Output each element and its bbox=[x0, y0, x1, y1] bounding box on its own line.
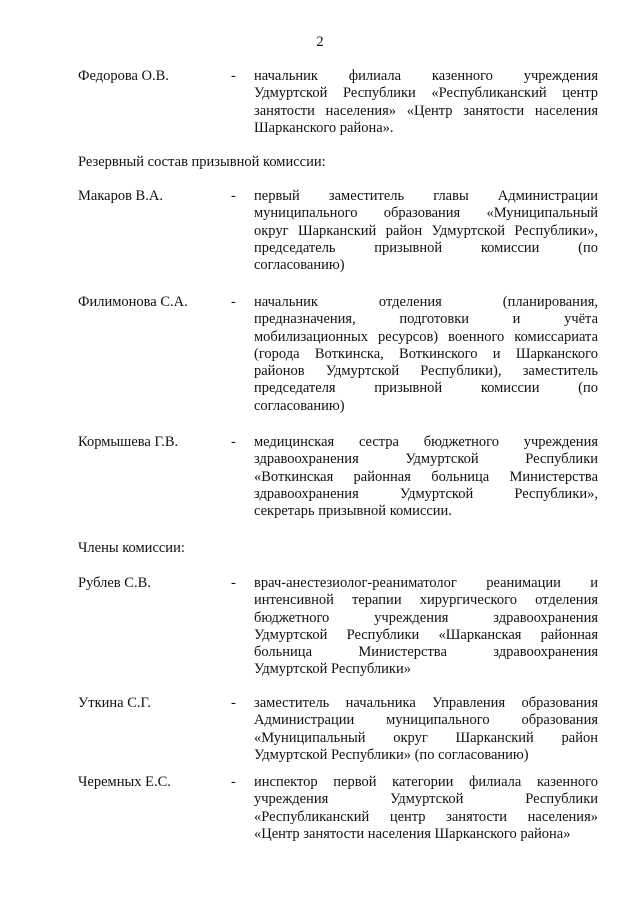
position-line: округ Шарканский район Удмуртской Республики», bbox=[254, 222, 598, 239]
person-position bbox=[254, 695, 598, 764]
separator-dash: - bbox=[231, 68, 236, 84]
person-name: Филимонова С.А. bbox=[78, 294, 188, 310]
position-line: Удмуртской Республики» bbox=[254, 661, 411, 678]
position-line: согласованию) bbox=[254, 257, 345, 274]
position-line: Администрации муниципального образования bbox=[254, 712, 598, 729]
position-line: занятости населения» «Центр занятости населения bbox=[254, 102, 598, 119]
position-line: «Центр занятости населения Шарканского района» bbox=[254, 825, 571, 842]
page-number: 2 bbox=[316, 34, 324, 50]
position-line: больница Министерства здравоохранения bbox=[254, 644, 598, 661]
position-line: начальник отделения (планирования, bbox=[254, 294, 598, 310]
position-line: согласованию) bbox=[254, 397, 345, 414]
person-name: Черемных Е.С. bbox=[78, 774, 171, 790]
position-line: первый заместитель главы Администрации bbox=[254, 188, 598, 204]
person-name: Кормышева Г.В. bbox=[78, 434, 179, 450]
position-line: врач-анестезиолог-реаниматолог реанимации и bbox=[254, 575, 598, 591]
position-line: «Муниципальный округ Шарканский район bbox=[254, 729, 598, 746]
position-line: районов Удмуртской Республики), заместитель bbox=[254, 363, 598, 380]
separator-dash: - bbox=[231, 434, 236, 450]
person-position bbox=[254, 68, 598, 137]
person-position bbox=[254, 434, 598, 520]
position-line: мобилизационных ресурсов) военного комиссариата bbox=[254, 328, 598, 345]
section-heading: Члены комиссии: bbox=[78, 540, 185, 556]
position-line: председателя призывной комиссии (по bbox=[254, 380, 598, 397]
section-heading: Резервный состав призывной комиссии: bbox=[78, 154, 326, 170]
position-line: медицинская сестра бюджетного учреждения bbox=[254, 434, 598, 450]
position-line: заместитель начальника Управления образования bbox=[254, 695, 598, 711]
position-line: (города Воткинска, Воткинского и Шарканского bbox=[254, 345, 598, 362]
person-name: Уткина С.Г. bbox=[78, 695, 151, 711]
position-line: «Республиканский центр занятости населения» bbox=[254, 808, 598, 825]
separator-dash: - bbox=[231, 695, 236, 711]
position-line: секретарь призывной комиссии. bbox=[254, 503, 452, 520]
person-position bbox=[254, 774, 598, 843]
person-name: Рублев С.В. bbox=[78, 575, 151, 591]
position-line: муниципального образования «Муниципальный bbox=[254, 205, 598, 222]
separator-dash: - bbox=[231, 188, 236, 204]
position-line: Удмуртской Республики» (по согласованию) bbox=[254, 746, 529, 763]
person-position bbox=[254, 575, 598, 679]
position-line: Удмуртской Республики «Республиканский центр bbox=[254, 85, 598, 102]
person-position bbox=[254, 188, 598, 274]
position-line: Шарканского района». bbox=[254, 119, 394, 136]
person-name: Макаров В.А. bbox=[78, 188, 163, 204]
separator-dash: - bbox=[231, 294, 236, 310]
separator-dash: - bbox=[231, 774, 236, 790]
position-line: бюджетного учреждения здравоохранения bbox=[254, 609, 598, 626]
position-line: интенсивной терапии хирургического отделения bbox=[254, 592, 598, 609]
person-position bbox=[254, 294, 598, 415]
position-line: предназначения, подготовки и учёта bbox=[254, 311, 598, 328]
position-line: здравоохранения Удмуртской Республики», bbox=[254, 485, 598, 502]
position-line: начальник филиала казенного учреждения bbox=[254, 68, 598, 84]
person-name: Федорова О.В. bbox=[78, 68, 169, 84]
position-line: Удмуртской Республики «Шарканская районная bbox=[254, 626, 598, 643]
position-line: учреждения Удмуртской Республики bbox=[254, 791, 598, 808]
position-line: инспектор первой категории филиала казенного bbox=[254, 774, 598, 790]
position-line: «Воткинская районная больница Министерства bbox=[254, 468, 598, 485]
position-line: здравоохранения Удмуртской Республики bbox=[254, 451, 598, 468]
position-line: председатель призывной комиссии (по bbox=[254, 239, 598, 256]
separator-dash: - bbox=[231, 575, 236, 591]
